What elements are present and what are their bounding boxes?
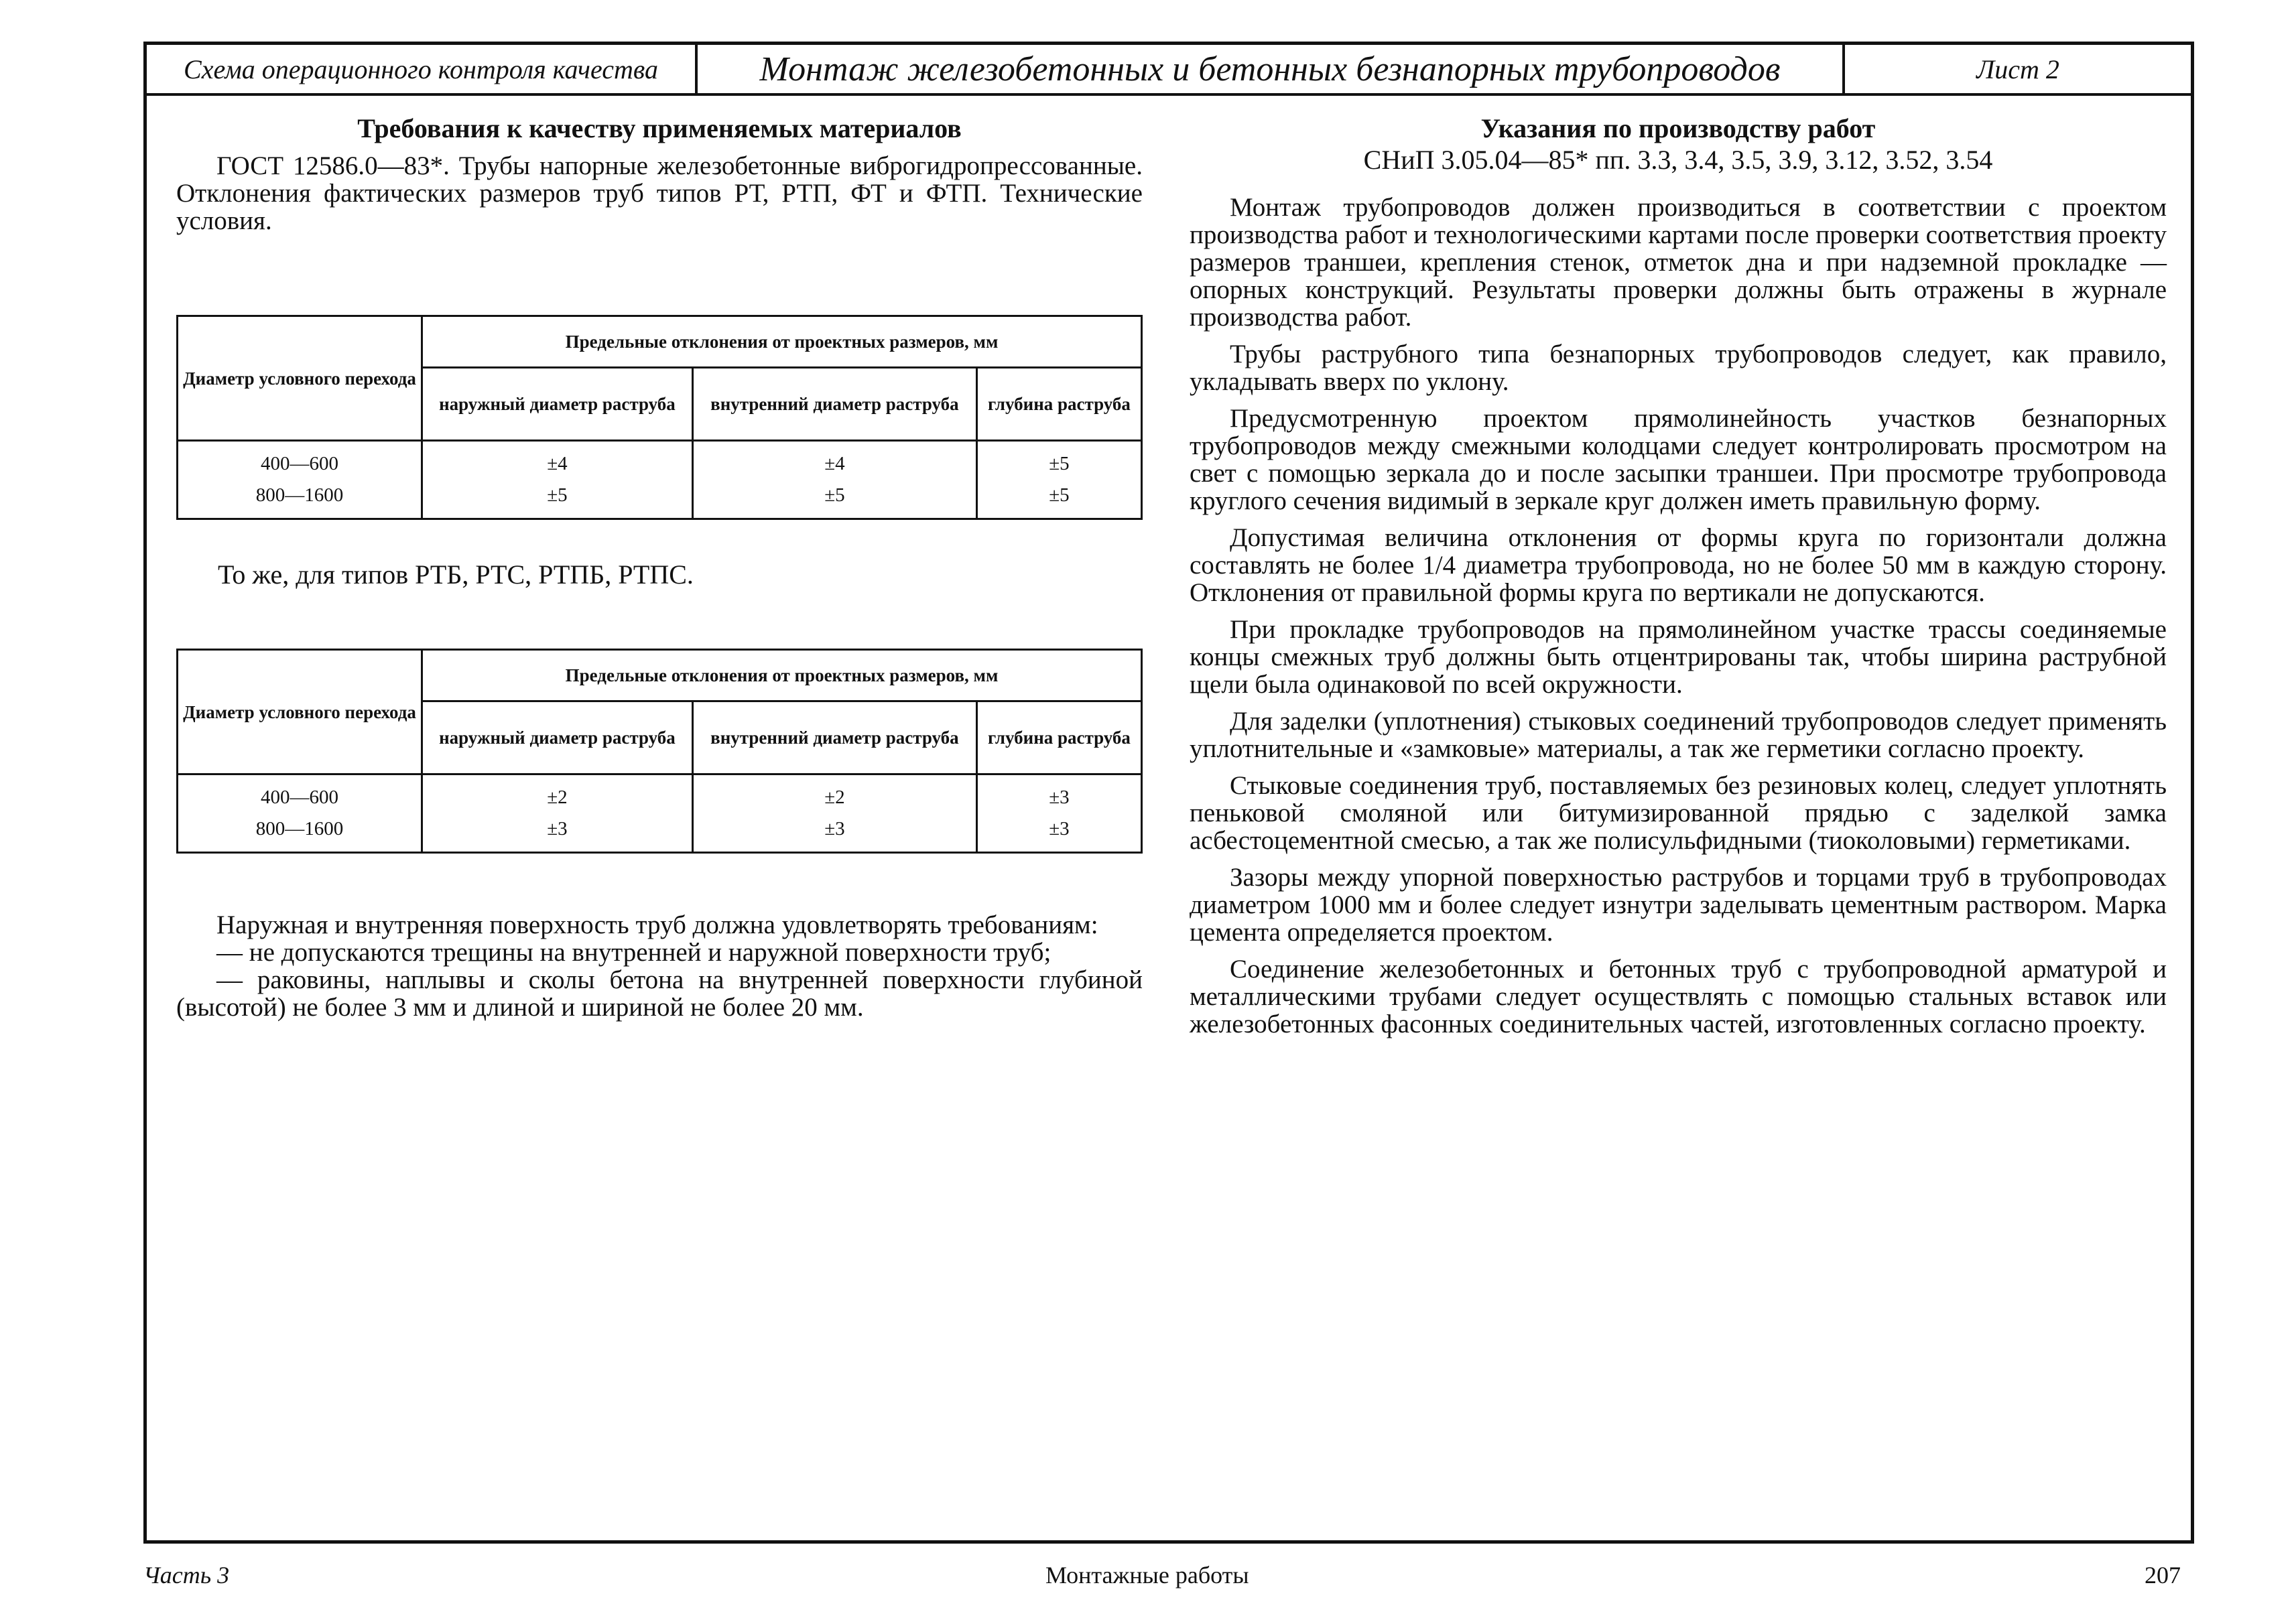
footer-section-title: Монтажные работы xyxy=(1045,1562,1249,1589)
table1-diameter-header: Диаметр условного перехода xyxy=(178,316,422,441)
header-scheme-label: Схема операционного контроля качества xyxy=(147,45,698,93)
table1-depth-values: ±5 ±5 xyxy=(976,441,1141,519)
footer-part: Часть 3 xyxy=(143,1562,230,1589)
deviation-table-2 xyxy=(176,649,1143,854)
table-row xyxy=(178,441,1142,519)
table2-inner-values: ±2 ±3 xyxy=(692,774,976,853)
table1-outer-header: наружный диаметр раструба xyxy=(422,368,693,441)
gost-paragraph: ГОСТ 12586.0—83*. Трубы напорные железобетонные виброгидропрессованные. Отклонения фактических размеров труб типов РТ, РТП, ФТ и ФТП. Технические условия. xyxy=(176,151,1143,235)
materials-title: Требования к качеству применяемых материалов xyxy=(357,113,962,143)
deviation-table-1 xyxy=(176,315,1143,520)
table1-depth-header: глубина раструба xyxy=(976,368,1141,441)
instruction-paragraph: Трубы раструбного типа безнапорных трубопроводов следует, как правило, укладывать вверх по уклону. xyxy=(1190,340,2167,396)
same-types-note: То же, для типов РТБ, РТС, РТПБ, РТПС. xyxy=(218,559,694,590)
table2-depth-values: ±3 ±3 xyxy=(976,774,1141,853)
header-row xyxy=(147,45,2191,96)
table2-outer-header: наружный диаметр раструба xyxy=(422,701,693,774)
table2-inner-header: внутренний диаметр раструба xyxy=(692,701,976,774)
table1-outer-values: ±4 ±5 xyxy=(422,441,693,519)
table2-diameter-values: 400—600 800—1600 xyxy=(178,774,422,853)
header-title: Монтаж железобетонных и бетонных безнапорных трубопроводов xyxy=(698,45,1845,93)
table2-outer-values: ±2 ±3 xyxy=(422,774,693,853)
table2-diameter-header: Диаметр условного перехода xyxy=(178,650,422,774)
surface-item-cracks: — не допускаются трещины на внутренней и наружной поверхности труб; xyxy=(216,938,1051,967)
table-row xyxy=(178,774,1142,853)
surface-item-cavities: — раковины, наплывы и сколы бетона на внутренней поверхности глубиной (высотой) не более 3 мм и длиной и шириной не более 20 мм. xyxy=(176,965,1143,1022)
materials-column xyxy=(176,112,1143,1021)
instructions-snip-reference: СНиП 3.05.04—85* пп. 3.3, 3.4, 3.5, 3.9, 3.12, 3.52, 3.54 xyxy=(1363,145,1993,175)
surface-intro: Наружная и внутренняя поверхность труб должна удовлетворять требованиям: xyxy=(216,910,1098,939)
instruction-paragraph: Допустимая величина отклонения от формы круга по горизонтали должна составлять не более 1/4 диаметра трубопровода, но не более 50 мм в каждую сторону. Отклонения от правильной формы круга по вертикали не допускаются. xyxy=(1190,523,2167,607)
header-sheet-number: Лист 2 xyxy=(1976,54,2059,84)
instructions-title: Указания по производству работ xyxy=(1480,113,1876,143)
table1-group-header: Предельные отклонения от проектных размеров, мм xyxy=(422,316,1142,368)
table1-inner-header: внутренний диаметр раструба xyxy=(692,368,976,441)
footer-page-number: 207 xyxy=(2145,1562,2181,1589)
page-frame xyxy=(143,42,2194,1544)
table2-depth-header: глубина раструба xyxy=(976,701,1141,774)
table2-group-header: Предельные отклонения от проектных размеров, мм xyxy=(422,650,1142,701)
instructions-column xyxy=(1190,112,2167,1047)
instruction-paragraph: Предусмотренную проектом прямолинейность участков безнапорных трубопроводов между смежными колодцами следует контролировать просмотром на свет с помощью зеркала до и после засыпки траншеи. При просмотре трубопровода круглого сечения видимый в зеркале круг должен иметь правильную форму. xyxy=(1190,404,2167,515)
instruction-paragraph: Для заделки (уплотнения) стыковых соединений трубопроводов следует применять уплотнительные и «замковые» материалы, а так же герметики согласно проекту. xyxy=(1190,707,2167,763)
instruction-paragraph: Монтаж трубопроводов должен производиться в соответствии с проектом производства работ и технологическими картами после проверки соответствия проекту размеров траншеи, крепления стенок, отметок дна и при надземной прокладке — опорных конструкций. Результаты проверки должны быть отражены в журнале производства работ. xyxy=(1190,193,2167,332)
surface-requirements xyxy=(176,911,1143,1021)
instruction-paragraph: Зазоры между упорной поверхностью раструбов и торцами труб в трубопроводах диаметром 1000 мм и более следует изнутри заделывать цементным раствором. Марка цемента определяется проектом. xyxy=(1190,863,2167,947)
table1-inner-values: ±4 ±5 xyxy=(692,441,976,519)
instruction-paragraph: Стыковые соединения труб, поставляемых без резиновых колец, следует уплотнять пеньковой смоляной или битумизированной прядью с заделкой замка асбестоцементной смесью, а так же полисульфидными (тиоколовыми) герметиками. xyxy=(1190,771,2167,855)
instruction-paragraph: При прокладке трубопроводов на прямолинейном участке трассы соединяемые концы смежных труб должны быть отцентрированы так, чтобы ширина раструбной щели была одинаковой по всей окружности. xyxy=(1190,615,2167,699)
table1-diameter-values: 400—600 800—1600 xyxy=(178,441,422,519)
instruction-paragraph: Соединение железобетонных и бетонных труб с трубопроводной арматурой и металлическими трубами следует осуществлять с помощью стальных вставок или железобетонных фасонных соединительных частей, изготовленных согласно проекту. xyxy=(1190,955,2167,1038)
